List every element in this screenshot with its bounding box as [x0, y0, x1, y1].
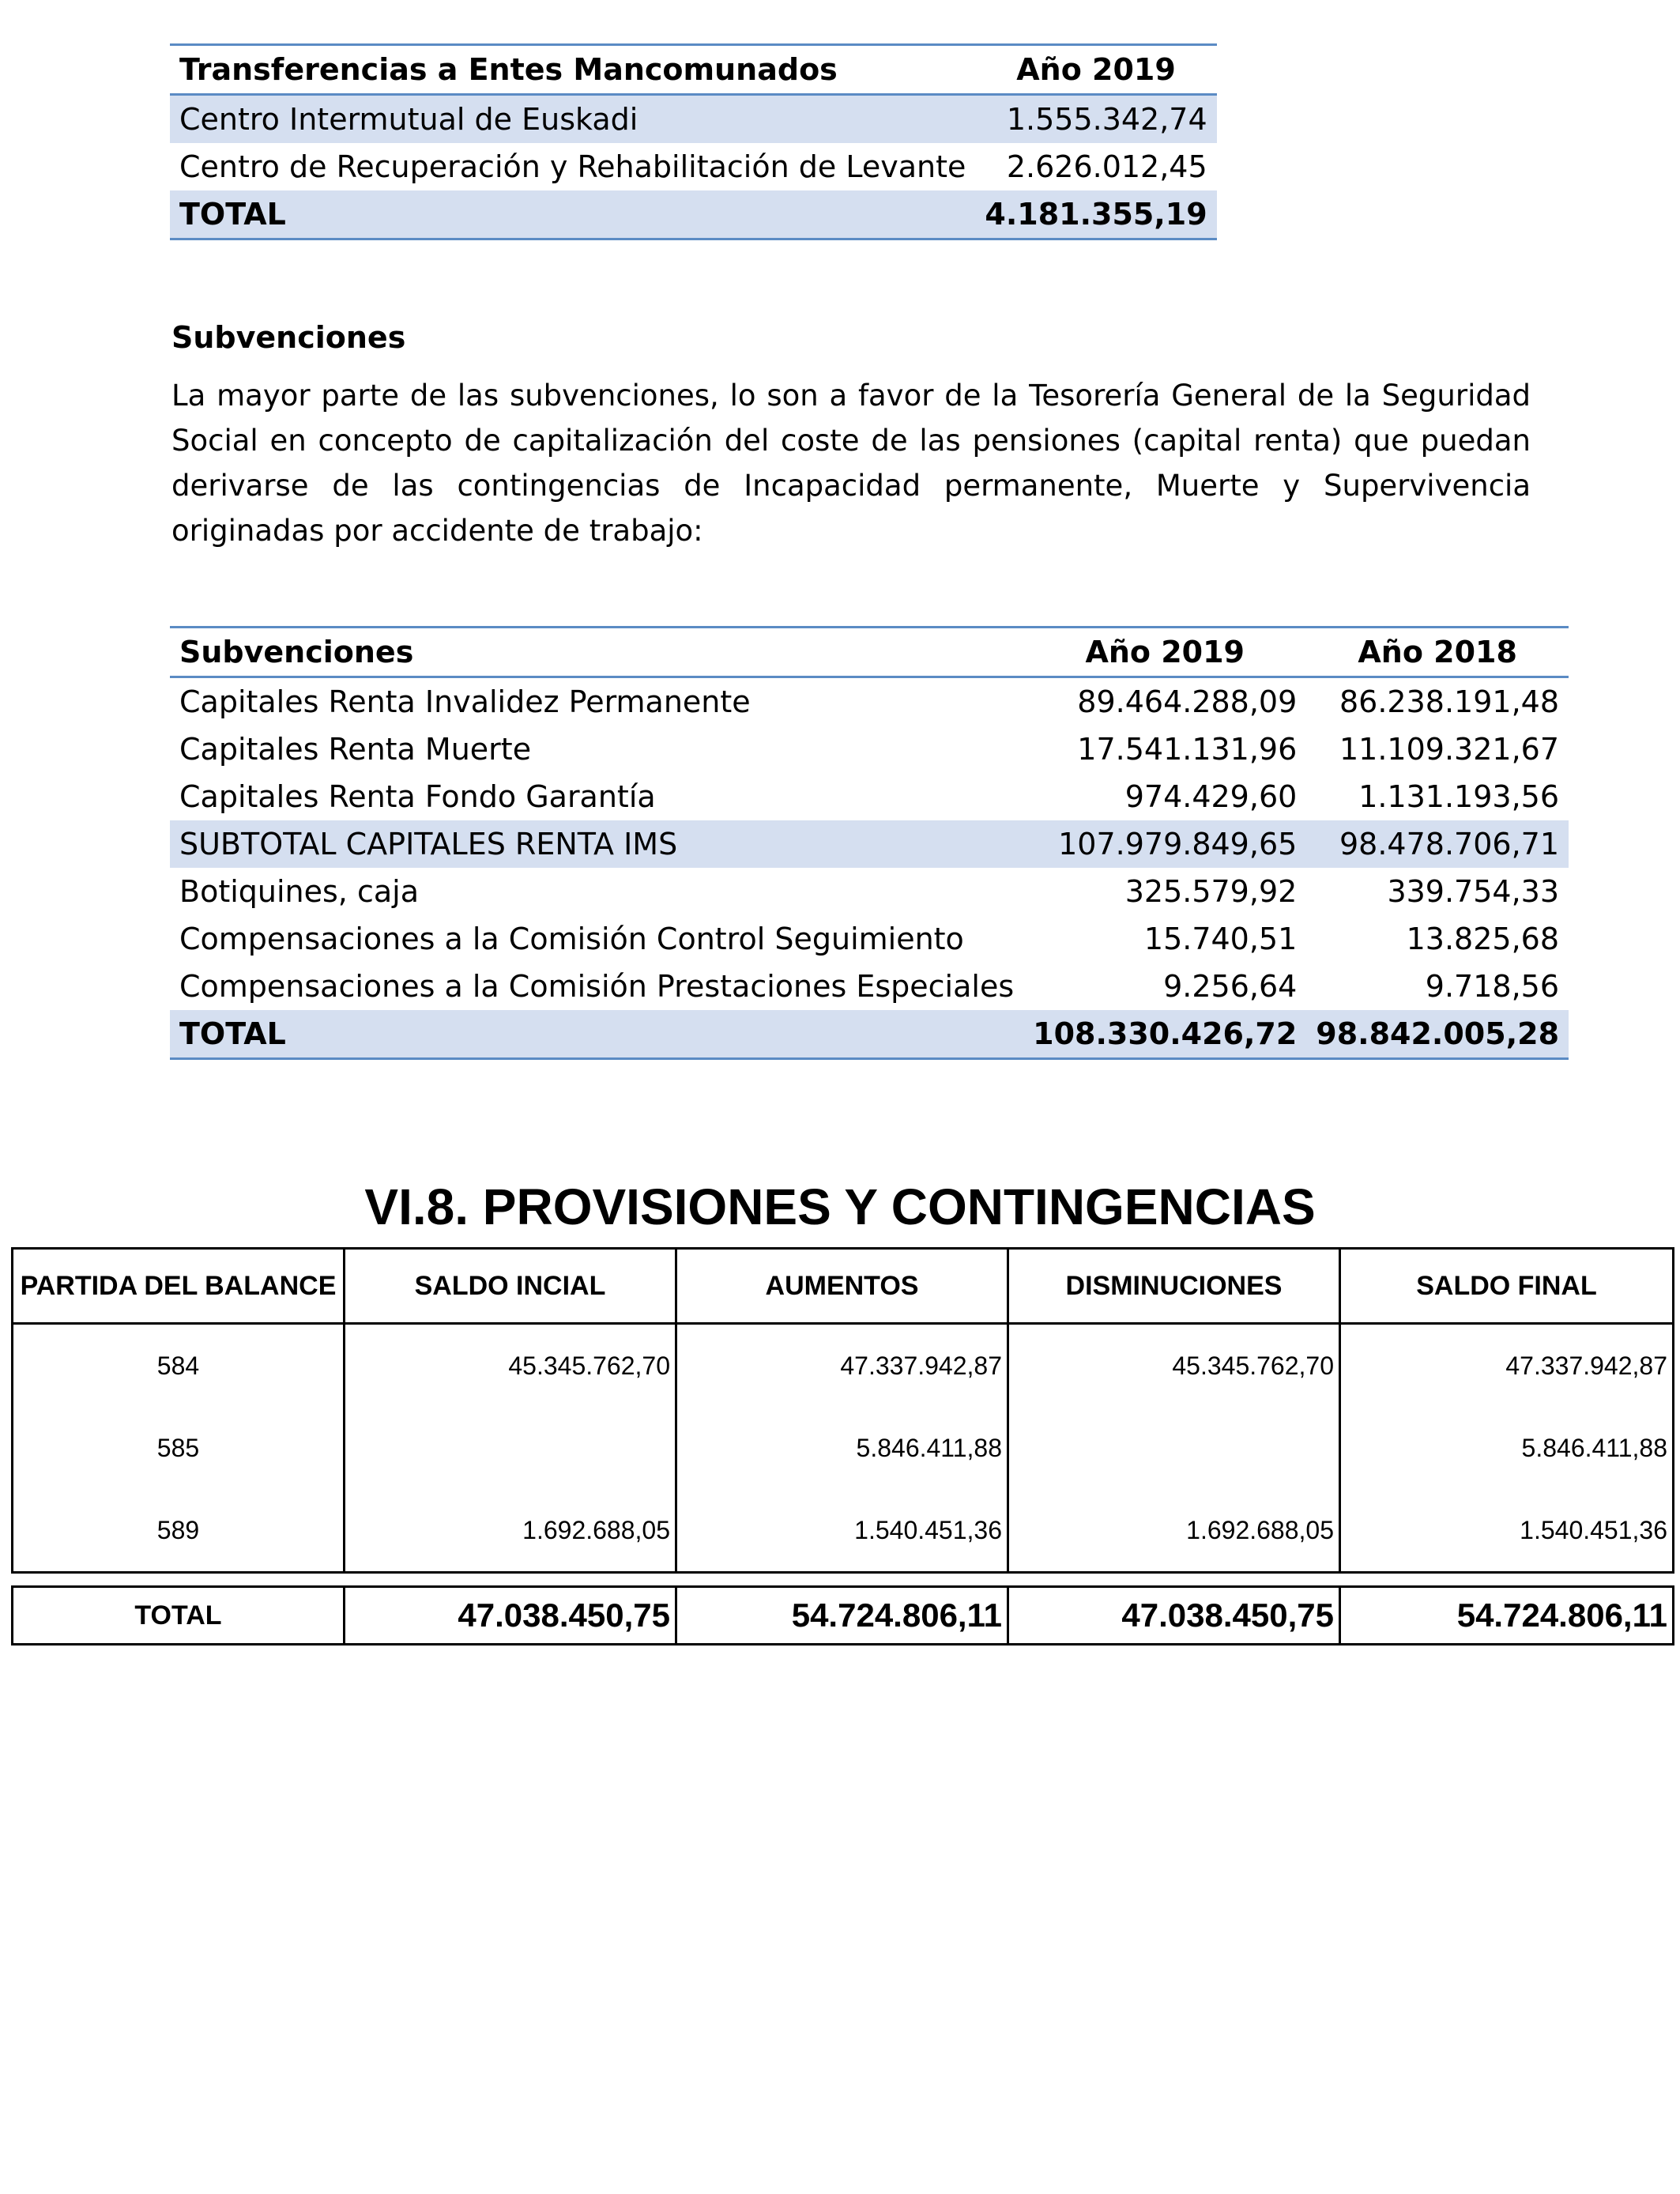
provisions-table: [11, 1247, 1674, 1574]
table-row: [170, 963, 1569, 1010]
table-row: [13, 1407, 1674, 1489]
row-label: Centro Intermutual de Euskadi: [170, 95, 975, 144]
table-row: [170, 95, 1217, 144]
table-row: [13, 1489, 1674, 1573]
disminuciones-cell: [1008, 1407, 1340, 1489]
total-row: [170, 190, 1217, 239]
row-label: Compensaciones a la Comisión Control Seguimiento: [179, 922, 964, 956]
row-value-2019: 9.256,64: [1163, 969, 1298, 1004]
header-cell: Año 2019: [1023, 628, 1306, 677]
saldo-inicial-cell: 1.692.688,05: [345, 1489, 676, 1573]
provisions-total-table: [11, 1585, 1674, 1646]
header-cell: SALDO INCIAL: [345, 1249, 676, 1324]
total-label: TOTAL: [170, 190, 975, 239]
row-value: 2.626.012,45: [1006, 149, 1207, 184]
header-cell: Año 2018: [1306, 628, 1569, 677]
row-label: Centro de Recuperación y Rehabilitación de Levante: [179, 149, 966, 184]
total-aumentos: 54.724.806,11: [676, 1587, 1008, 1645]
page-title: VI.8. PROVISIONES Y CONTINGENCIAS: [364, 1178, 1316, 1235]
total-row: [13, 1587, 1674, 1645]
total-row: [170, 1010, 1569, 1059]
table-header-row: [170, 45, 1217, 95]
total-value-2019: 108.330.426,72: [1023, 1010, 1306, 1059]
row-label: Capitales Renta Muerte: [179, 732, 532, 767]
partida-cell: 584: [13, 1324, 345, 1408]
disminuciones-cell: 45.345.762,70: [1008, 1324, 1340, 1408]
row-label: Capitales Renta Invalidez Permanente: [179, 684, 751, 719]
saldo-final-cell: 1.540.451,36: [1340, 1489, 1674, 1573]
row-value-2019: 107.979.849,65: [1023, 820, 1306, 868]
row-value-2018: 1.131.193,56: [1358, 779, 1560, 814]
row-value: 1.555.342,74: [975, 95, 1216, 144]
row-value-2018: 9.718,56: [1425, 969, 1560, 1004]
partida-cell: 589: [13, 1489, 345, 1573]
saldo-inicial-cell: 45.345.762,70: [345, 1324, 676, 1408]
transfer-table: [170, 43, 1217, 240]
header-cell: Subvenciones: [170, 628, 1023, 677]
header-cell: Año 2019: [975, 45, 1216, 95]
total-label: TOTAL: [170, 1010, 1023, 1059]
table-header-row: [170, 628, 1569, 677]
aumentos-cell: 5.846.411,88: [676, 1407, 1008, 1489]
table-row: [13, 1324, 1674, 1408]
subtotal-row: [170, 820, 1569, 868]
table-row: [170, 726, 1569, 773]
row-label: SUBTOTAL CAPITALES RENTA IMS: [170, 820, 1023, 868]
table-row: [170, 143, 1217, 190]
table-row: [170, 915, 1569, 963]
row-value-2018: 13.825,68: [1406, 922, 1560, 956]
header-cell: PARTIDA DEL BALANCE: [13, 1249, 345, 1324]
row-value-2019: 974.429,60: [1124, 779, 1298, 814]
subvenciones-table: [170, 626, 1569, 1060]
row-label: Capitales Renta Fondo Garantía: [179, 779, 656, 814]
total-disminuciones: 47.038.450,75: [1008, 1587, 1340, 1645]
row-value-2019: 89.464.288,09: [1077, 684, 1298, 719]
aumentos-cell: 47.337.942,87: [676, 1324, 1008, 1408]
table-row: [170, 868, 1569, 915]
header-cell: Transferencias a Entes Mancomunados: [170, 45, 975, 95]
row-value-2019: 325.579,92: [1124, 874, 1298, 909]
row-label: Compensaciones a la Comisión Prestaciones Especiales: [179, 969, 1015, 1004]
partida-cell: 585: [13, 1407, 345, 1489]
header-cell: SALDO FINAL: [1340, 1249, 1674, 1324]
aumentos-cell: 1.540.451,36: [676, 1489, 1008, 1573]
section-paragraph: La mayor parte de las subvenciones, lo son a favor de la Tesorería General de la Seguridad Social en concepto de capitalización del coste de las pensiones (capital renta) que puedan derivarse de las contingencias de Incapacidad permanente, Muerte y Supervivencia originadas por accidente de trabajo:: [171, 379, 1531, 548]
row-value-2018: 339.754,33: [1387, 874, 1560, 909]
saldo-final-cell: 5.846.411,88: [1340, 1407, 1674, 1489]
total-value-2018: 98.842.005,28: [1306, 1010, 1569, 1059]
saldo-final-cell: 47.337.942,87: [1340, 1324, 1674, 1408]
total-label: TOTAL: [13, 1587, 345, 1645]
total-saldo-inicial: 47.038.450,75: [345, 1587, 676, 1645]
row-value-2018: 86.238.191,48: [1339, 684, 1560, 719]
row-label: Botiquines, caja: [179, 874, 419, 909]
table-row: [170, 677, 1569, 726]
header-cell: DISMINUCIONES: [1008, 1249, 1340, 1324]
row-value-2019: 15.740,51: [1143, 922, 1298, 956]
table-header-row: [13, 1249, 1674, 1324]
total-saldo-final: 54.724.806,11: [1340, 1587, 1674, 1645]
header-cell: AUMENTOS: [676, 1249, 1008, 1324]
table-row: [170, 773, 1569, 820]
total-value: 4.181.355,19: [975, 190, 1216, 239]
section-heading: Subvenciones: [171, 320, 406, 355]
row-value-2018: 11.109.321,67: [1339, 732, 1560, 767]
row-value-2018: 98.478.706,71: [1306, 820, 1569, 868]
disminuciones-cell: 1.692.688,05: [1008, 1489, 1340, 1573]
row-value-2019: 17.541.131,96: [1077, 732, 1298, 767]
saldo-inicial-cell: [345, 1407, 676, 1489]
